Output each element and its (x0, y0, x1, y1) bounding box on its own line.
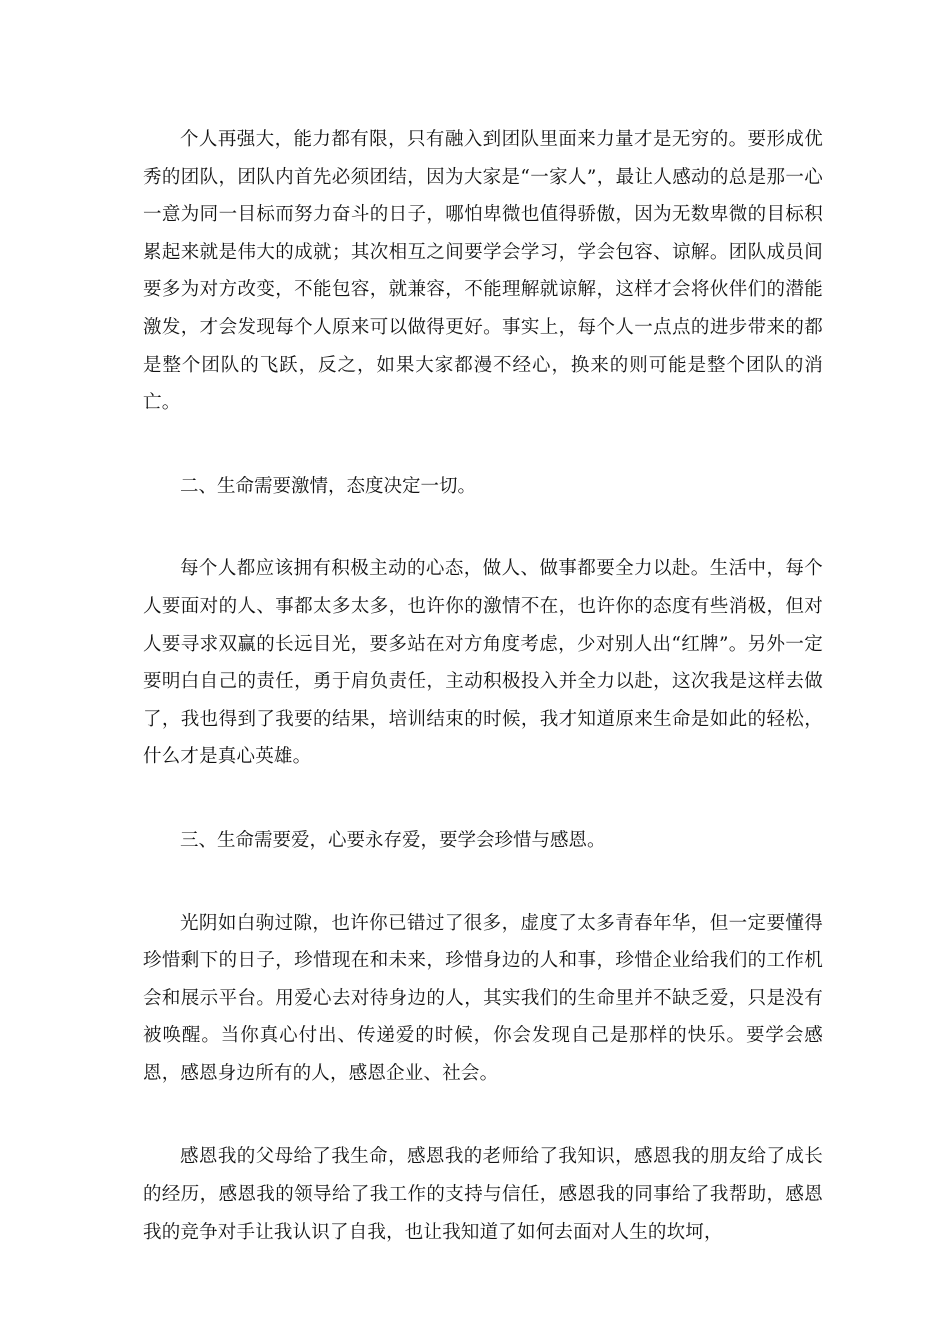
section-heading-passion: 二、生命需要激情，态度决定一切。 (180, 475, 477, 497)
paragraph-teamwork: 个人再强大，能力都有限，只有融入到团队里面来力量才是无穷的。要形成优秀的团队，团队内首先必须团结，因为大家是“一家人”，最让人感动的总是那一心一意为同一目标而努力奋斗的日子，哪怕卑微也值得骄傲，因为无数卑微的目标积累起来就是伟大的成就；其次相互之间要学会学习，学会包容、谅解。团队成员间要多为对方改变，不能包容，就兼容，不能理解就谅解，这样才会将伙伴们的潜能激发，才会发现每个人原来可以做得更好。事实上，每个人一点点的进步带来的都是整个团队的飞跃，反之，如果大家都漫不经心，换来的则可能是整个团队的消亡。 (143, 129, 823, 414)
paragraph-cherish: 光阴如白驹过隙，也许你已错过了很多，虚度了太多青春年华，但一定要懂得珍惜剩下的日子，珍惜现在和未来，珍惜身边的人和事，珍惜企业给我们的工作机会和展示平台。用爱心去对待身边的人，其实我们的生命里并不缺乏爱，只是没有被唤醒。当你真心付出、传递爱的时候，你会发现自己是那样的快乐。要学会感恩，感恩身边所有的人，感恩企业、社会。 (143, 912, 823, 1084)
document-body (143, 121, 823, 1251)
paragraph-attitude: 每个人都应该拥有积极主动的心态，做人、做事都要全力以赴。生活中，每个人要面对的人、事都太多太多，也许你的激情不在，也许你的态度有些消极，但对人要寻求双赢的长远目光，要多站在对方角度考虑，少对别人出“红牌”。另外一定要明白自己的责任，勇于肩负责任，主动积极投入并全力以赴，这次我是这样去做了，我也得到了我要的结果，培训结束的时候，我才知道原来生命是如此的轻松，什么才是真心英雄。 (143, 558, 823, 768)
paragraph-gratitude: 感恩我的父母给了我生命，感恩我的老师给了我知识，感恩我的朋友给了成长的经历，感恩我的领导给了我工作的支持与信任，感恩我的同事给了我帮助，感恩我的竞争对手让我认识了自我，也让我知道了如何去面对人生的坎坷， (143, 1146, 823, 1243)
section-heading-love: 三、生命需要爱，心要永存爱，要学会珍惜与感恩。 (180, 829, 606, 851)
